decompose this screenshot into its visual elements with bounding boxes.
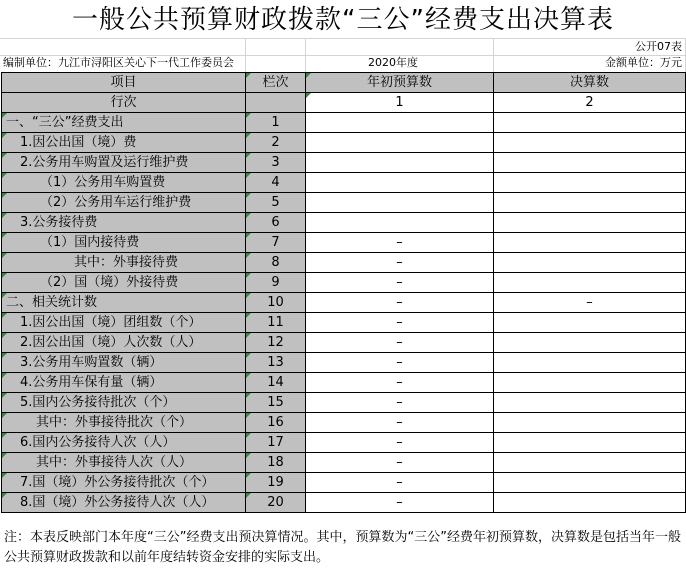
row-item-name: 一、“三公”经费支出 — [2, 113, 246, 133]
table-row — [2, 133, 686, 153]
row-budget-value: – — [306, 313, 494, 333]
row-final-value — [494, 473, 686, 493]
row-col-no: 14 — [246, 373, 306, 393]
row-number-final: 2 — [494, 93, 686, 113]
table-row — [2, 473, 686, 493]
row-final-value — [494, 313, 686, 333]
table-row — [2, 193, 686, 213]
col-header-budget: 年初预算数 — [306, 73, 494, 93]
footnote: 注：本表反映部门本年度“三公”经费支出预决算情况。其中，预算数为“三公”经费年初预算数，决算数是包括当年一般公共预算财政拨款和以前年度结转资金安排的实际支出。 — [4, 530, 681, 565]
row-final-value — [494, 173, 686, 193]
row-budget-value — [306, 153, 494, 173]
header-row — [2, 73, 686, 93]
row-final-value: – — [494, 293, 686, 313]
col-header-item: 项目 — [2, 73, 246, 93]
row-budget-value — [306, 113, 494, 133]
row-col-no: 8 — [246, 253, 306, 273]
row-item-name: 二、相关统计数 — [2, 293, 246, 313]
row-final-value — [494, 493, 686, 513]
table-row — [2, 373, 686, 393]
row-budget-value: – — [306, 413, 494, 433]
row-final-value — [494, 253, 686, 273]
year-label: 2020年度 — [368, 56, 418, 69]
col-header-no: 栏次 — [246, 73, 306, 93]
row-item-name: 7.国（境）外公务接待批次（个） — [2, 473, 246, 493]
row-budget-value — [306, 193, 494, 213]
row-number-label: 行次 — [2, 93, 246, 113]
table-row — [2, 273, 686, 293]
row-number-no — [246, 93, 306, 113]
row-budget-value: – — [306, 353, 494, 373]
row-final-value — [494, 393, 686, 413]
row-col-no: 15 — [246, 393, 306, 413]
row-budget-value: – — [306, 233, 494, 253]
row-col-no: 2 — [246, 133, 306, 153]
row-final-value — [494, 193, 686, 213]
row-col-no: 4 — [246, 173, 306, 193]
row-budget-value — [306, 133, 494, 153]
row-col-no: 17 — [246, 433, 306, 453]
row-budget-value: – — [306, 333, 494, 353]
row-final-value — [494, 213, 686, 233]
row-budget-value: – — [306, 433, 494, 453]
row-final-value — [494, 433, 686, 453]
row-item-name: （2）公务用车运行维护费 — [2, 193, 246, 213]
row-item-name: 其中：外事接待人次（人） — [2, 453, 246, 473]
row-number-budget: 1 — [306, 93, 494, 113]
row-col-no: 19 — [246, 473, 306, 493]
row-final-value — [494, 333, 686, 353]
table-row — [2, 493, 686, 513]
row-final-value — [494, 153, 686, 173]
table-row — [2, 173, 686, 193]
row-budget-value — [306, 213, 494, 233]
row-col-no: 6 — [246, 213, 306, 233]
report-table — [1, 72, 686, 513]
row-item-name: （2）国（境）外接待费 — [2, 273, 246, 293]
row-item-name: 4.公务用车保有量（辆） — [2, 373, 246, 393]
row-col-no: 16 — [246, 413, 306, 433]
col-header-final: 决算数 — [494, 73, 686, 93]
amount-unit-label: 金额单位：万元 — [605, 56, 682, 69]
page-title: 一般公共预算财政拨款“三公”经费支出决算表 — [72, 5, 614, 35]
row-col-no: 9 — [246, 273, 306, 293]
row-col-no: 18 — [246, 453, 306, 473]
row-item-name: 1.因公出国（境）团组数（个） — [2, 313, 246, 333]
row-item-name: 3.公务用车购置数（辆） — [2, 353, 246, 373]
row-budget-value: – — [306, 493, 494, 513]
row-col-no: 20 — [246, 493, 306, 513]
row-budget-value: – — [306, 453, 494, 473]
table-row — [2, 113, 686, 133]
row-final-value — [494, 133, 686, 153]
row-item-name: 2.公务用车购置及运行维护费 — [2, 153, 246, 173]
row-item-name: （1）国内接待费 — [2, 233, 246, 253]
row-col-no: 13 — [246, 353, 306, 373]
row-final-value — [494, 233, 686, 253]
table-row — [2, 433, 686, 453]
row-budget-value: – — [306, 473, 494, 493]
row-item-name: 其中：外事接待费 — [2, 253, 246, 273]
row-col-no: 12 — [246, 333, 306, 353]
row-item-name: 8.国（境）外公务接待人次（人） — [2, 493, 246, 513]
row-item-name: 5.国内公务接待批次（个） — [2, 393, 246, 413]
row-final-value — [494, 273, 686, 293]
unit-label: 编制单位：九江市浔阳区关心下一代工作委员会 — [3, 56, 234, 69]
row-col-no: 7 — [246, 233, 306, 253]
row-final-value — [494, 413, 686, 433]
row-final-value — [494, 373, 686, 393]
table-row — [2, 413, 686, 433]
row-budget-value: – — [306, 373, 494, 393]
row-item-name: （1）公务用车购置费 — [2, 173, 246, 193]
form-code: 公开07表 — [635, 40, 682, 53]
row-col-no: 5 — [246, 193, 306, 213]
row-item-name: 2.因公出国（境）人次数（人） — [2, 333, 246, 353]
table-row — [2, 253, 686, 273]
table-row — [2, 353, 686, 373]
table-row — [2, 293, 686, 313]
row-col-no: 1 — [246, 113, 306, 133]
table-row — [2, 453, 686, 473]
row-final-value — [494, 453, 686, 473]
row-budget-value: – — [306, 393, 494, 413]
table-row — [2, 313, 686, 333]
row-item-name: 3.公务接待费 — [2, 213, 246, 233]
row-item-name: 1.因公出国（境）费 — [2, 133, 246, 153]
table-row — [2, 153, 686, 173]
row-item-name: 6.国内公务接待人次（人） — [2, 433, 246, 453]
table-row — [2, 233, 686, 253]
table-row — [2, 393, 686, 413]
row-budget-value: – — [306, 253, 494, 273]
row-budget-value — [306, 173, 494, 193]
row-col-no: 10 — [246, 293, 306, 313]
row-col-no: 3 — [246, 153, 306, 173]
row-col-no: 11 — [246, 313, 306, 333]
row-budget-value: – — [306, 293, 494, 313]
row-final-value — [494, 113, 686, 133]
row-budget-value: – — [306, 273, 494, 293]
table-row — [2, 333, 686, 353]
row-number-row — [2, 93, 686, 113]
row-item-name: 其中：外事接待批次（个） — [2, 413, 246, 433]
table-row — [2, 213, 686, 233]
row-final-value — [494, 353, 686, 373]
